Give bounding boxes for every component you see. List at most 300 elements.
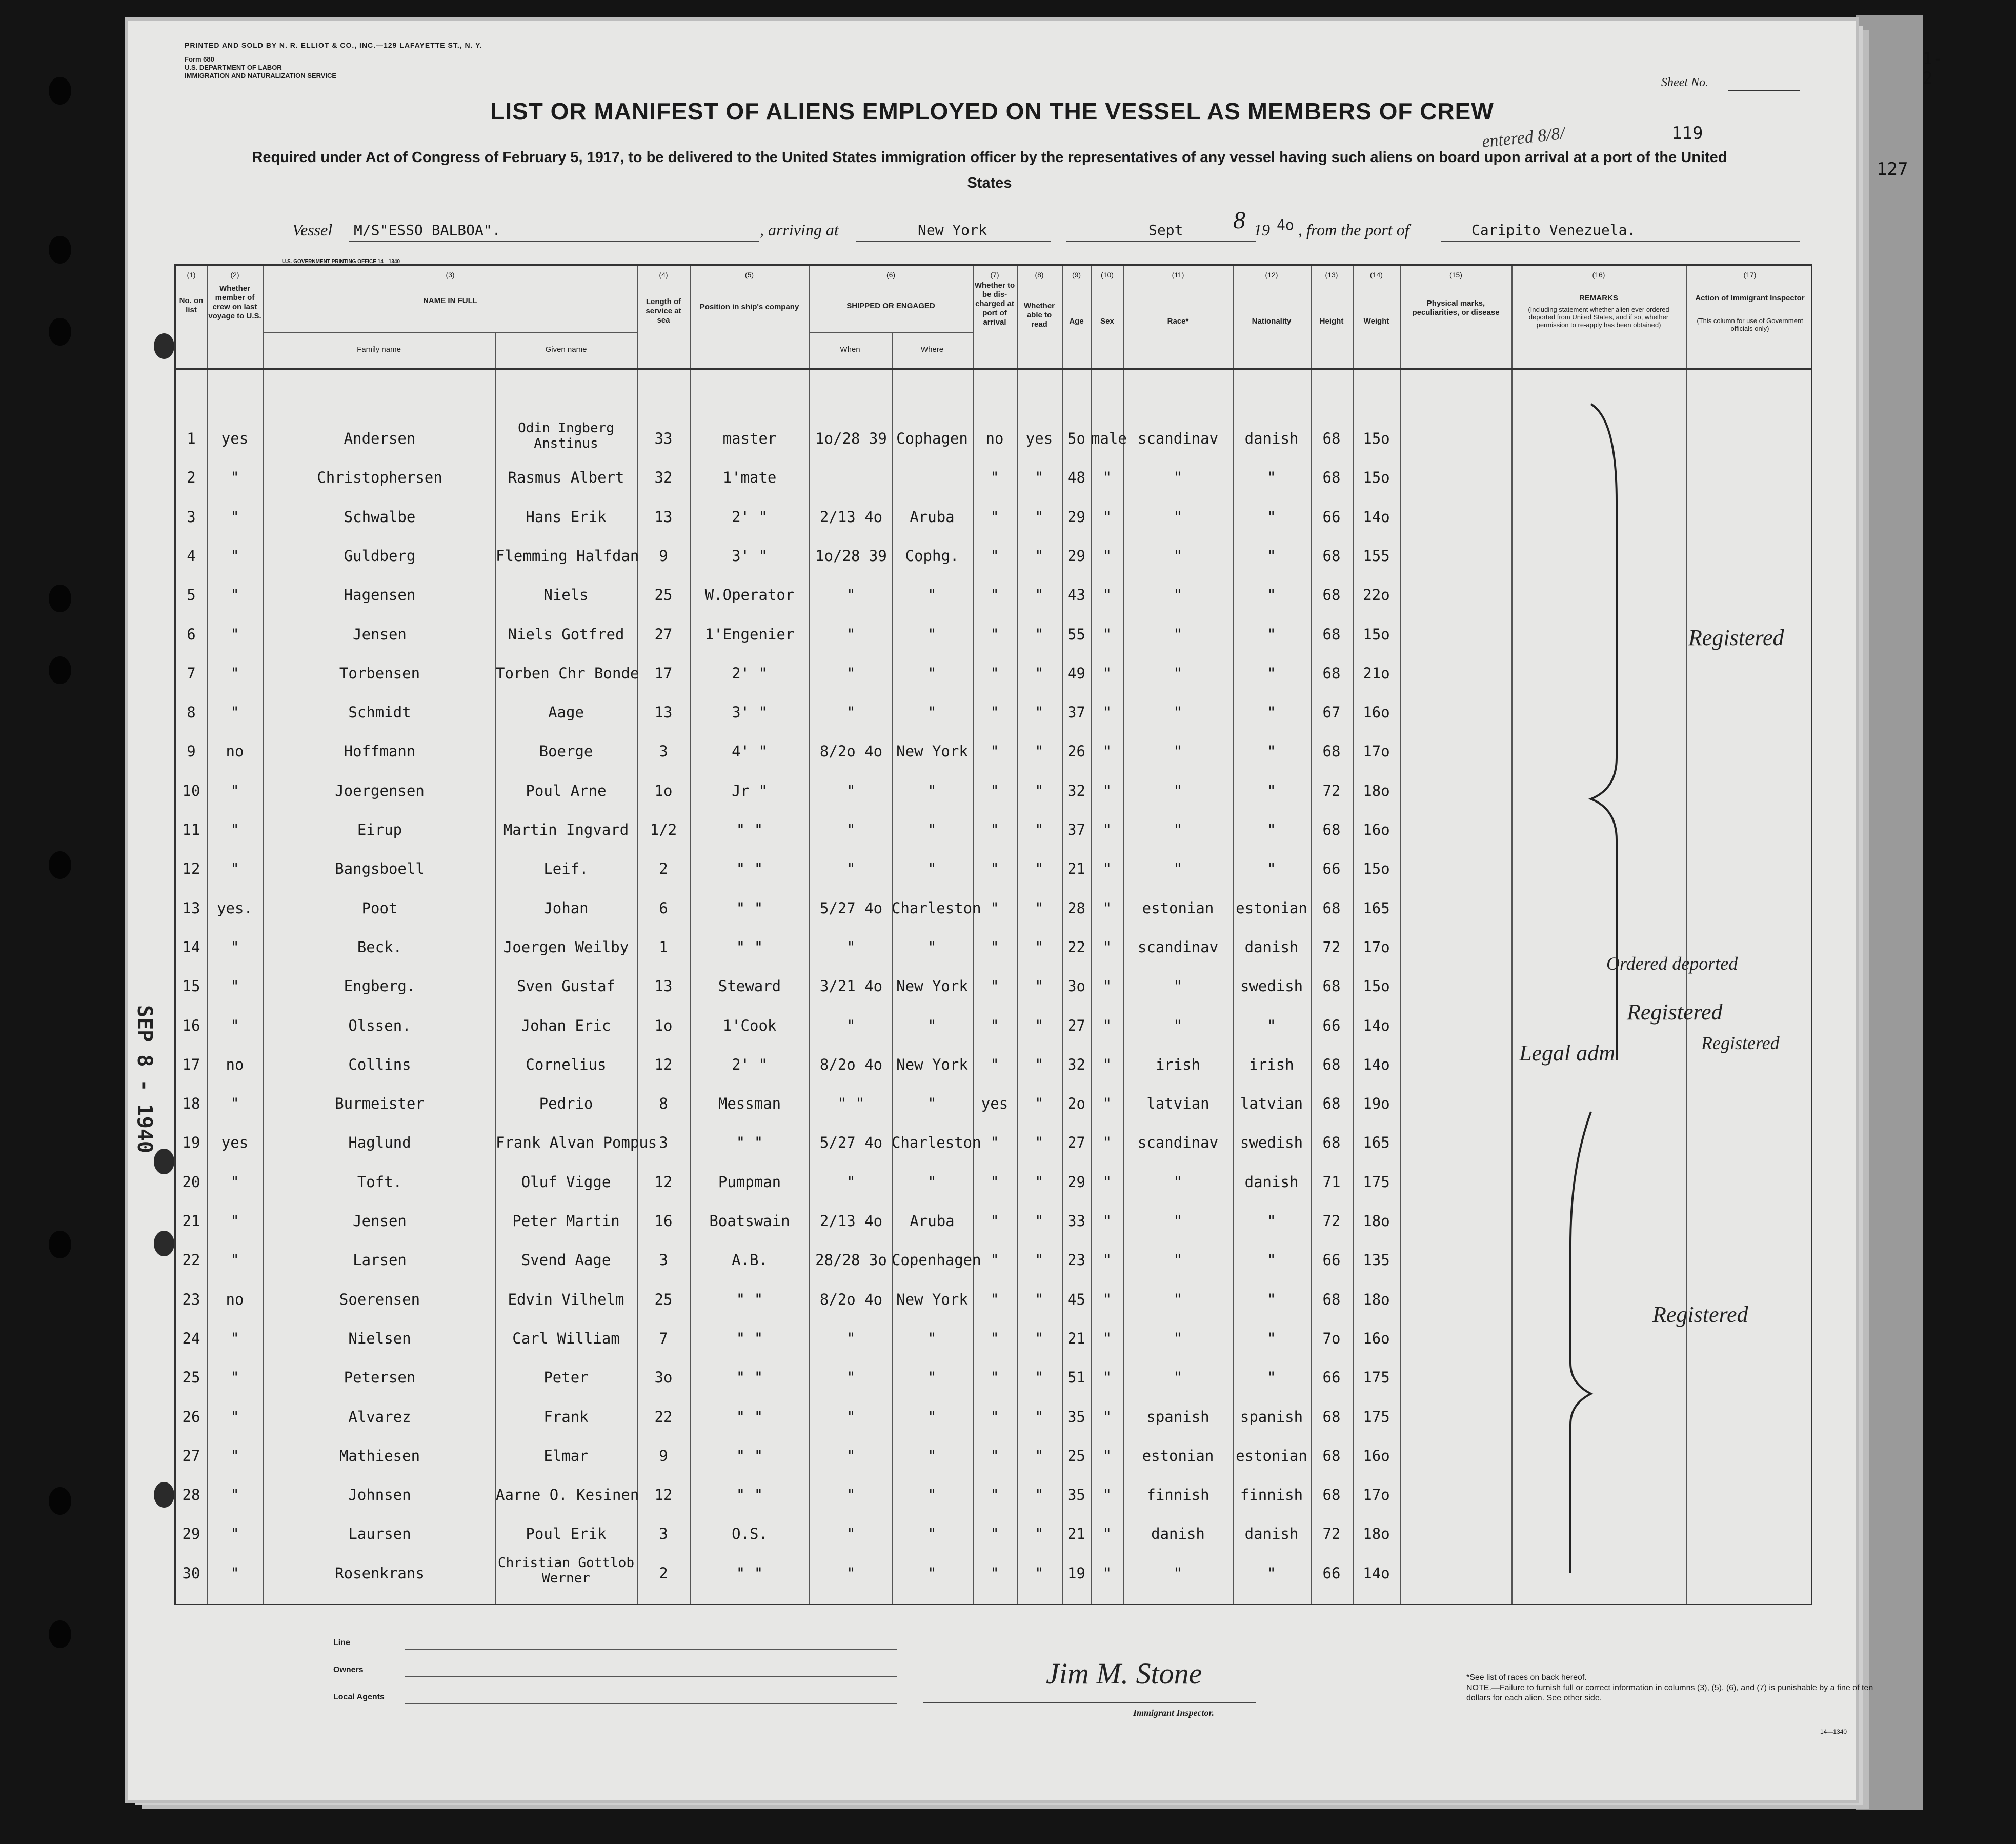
cell-family: Jensen	[353, 625, 407, 643]
colnum-11: (11)	[1172, 271, 1184, 279]
cell-race: danish	[1151, 1525, 1205, 1543]
cell-family: Schwalbe	[344, 508, 416, 526]
cell-race: "	[1173, 547, 1183, 565]
cell-member: yes	[221, 1134, 249, 1152]
cell-height: 68	[1322, 430, 1341, 447]
cell-where: "	[928, 664, 937, 682]
cell-given: Rasmus Albert	[508, 469, 624, 487]
cell-disch: "	[990, 508, 999, 526]
page-subtitle: Required under Act of Congress of February 5, 1917, to be delivered to the United States immigration officer by the representatives of any vessel having such aliens on board upon arrival at a port of the United States	[252, 149, 1727, 191]
form-number-footer: 14—1340	[1820, 1728, 1847, 1735]
cell-height: 68	[1322, 1486, 1341, 1504]
footer-note	[1466, 1673, 1887, 1703]
cell-read: "	[1035, 664, 1044, 682]
cell-family: Laursen	[348, 1525, 411, 1543]
cell-height: 68	[1322, 1134, 1341, 1152]
cell-sex: "	[1102, 1173, 1112, 1191]
cell-weight: 16o	[1363, 704, 1390, 721]
cell-nat: "	[1267, 547, 1276, 565]
cell-position: " "	[736, 1369, 763, 1387]
cell-when: "	[846, 1447, 856, 1465]
cell-age: 25	[1067, 1447, 1085, 1465]
colnum-9: (9)	[1072, 271, 1081, 279]
cell-age: 45	[1067, 1290, 1085, 1308]
cell-no: 21	[182, 1212, 200, 1230]
cell-height: 72	[1322, 1525, 1341, 1543]
cell-given: Edvin Vilhelm	[508, 1290, 624, 1308]
cell-height: 66	[1322, 1564, 1341, 1582]
cell-member: no	[226, 1290, 244, 1308]
cell-read: "	[1035, 1016, 1044, 1034]
cell-sex: "	[1102, 938, 1112, 956]
note-races: *See list of races on back hereof.	[1466, 1673, 1587, 1682]
cell-no: 26	[182, 1408, 200, 1426]
cell-family: Petersen	[344, 1369, 416, 1387]
cell-height: 7o	[1322, 1329, 1341, 1347]
cell-service: 13	[654, 977, 673, 995]
cell-given: Pedrio	[539, 1095, 593, 1113]
cell-where: "	[928, 1095, 937, 1113]
cell-no: 29	[182, 1525, 200, 1543]
cell-service: 1o	[654, 1016, 673, 1034]
cell-when: "	[846, 1329, 856, 1347]
cell-race: irish	[1155, 1055, 1201, 1073]
cell-when: "	[846, 1525, 856, 1543]
cell-no: 13	[182, 899, 200, 917]
cell-given: Torben Chr Bonde	[496, 664, 639, 682]
cell-sex: "	[1102, 1290, 1112, 1308]
cell-read: "	[1035, 743, 1044, 760]
cell-read: "	[1035, 899, 1044, 917]
cell-member: "	[230, 977, 239, 995]
colnum-4: (4)	[659, 271, 668, 279]
cell-weight: 14o	[1363, 1564, 1390, 1582]
cell-position: " "	[736, 1447, 763, 1465]
cell-where: "	[928, 1173, 937, 1191]
arriving-port: New York	[918, 222, 987, 238]
cell-race: estonian	[1142, 899, 1214, 917]
cell-given: Poul Arne	[526, 781, 607, 799]
cell-age: 23	[1067, 1251, 1085, 1269]
cell-no: 16	[182, 1016, 200, 1034]
cell-disch: "	[990, 977, 999, 995]
cell-sex: "	[1102, 625, 1112, 643]
binder-hole	[49, 1231, 71, 1258]
cell-nat: "	[1267, 664, 1276, 682]
cell-sex: "	[1102, 1134, 1112, 1152]
cell-height: 72	[1322, 781, 1341, 799]
cell-service: 1/2	[650, 821, 677, 838]
cell-read: "	[1035, 1369, 1044, 1387]
cell-read: "	[1035, 1095, 1044, 1113]
cell-position: 1'mate	[722, 469, 777, 487]
cell-race: "	[1173, 743, 1183, 760]
cell-no: 11	[182, 821, 200, 838]
cell-no: 14	[182, 938, 200, 956]
cell-age: 19	[1067, 1564, 1085, 1582]
cell-no: 18	[182, 1095, 200, 1113]
punch-hole	[154, 1482, 174, 1508]
cell-family: Burmeister	[335, 1095, 425, 1113]
hdr-service: Length of service at sea	[646, 297, 681, 325]
cell-member: "	[230, 469, 239, 487]
hdr-name: NAME IN FULL	[423, 296, 477, 305]
cell-nat: danish	[1244, 1525, 1299, 1543]
cell-family: Poot	[361, 899, 398, 917]
cell-weight: 21o	[1363, 664, 1390, 682]
cell-nat: "	[1267, 1212, 1276, 1230]
vessel-name: M/S"ESSO BALBOA".	[354, 222, 501, 238]
crew-table	[174, 264, 1812, 1605]
cell-given: Flemming Halfdan	[496, 547, 639, 565]
cell-position: " "	[736, 1134, 763, 1152]
cell-family: Engberg.	[344, 977, 416, 995]
cell-family: Torbensen	[339, 664, 420, 682]
cell-disch: "	[990, 469, 999, 487]
cell-nat: "	[1267, 469, 1276, 487]
cell-position: Messman	[718, 1095, 781, 1113]
cell-age: 5o	[1067, 430, 1085, 447]
cell-height: 68	[1322, 1290, 1341, 1308]
cell-age: 2o	[1067, 1095, 1085, 1113]
cell-age: 32	[1067, 1055, 1085, 1073]
manifest-page	[128, 21, 1943, 1800]
cell-sex: "	[1102, 1016, 1112, 1034]
cell-given: Joergen Weilby	[503, 938, 629, 956]
cell-where: New York	[896, 1055, 968, 1073]
cell-disch: "	[990, 1447, 999, 1465]
cell-when: "	[846, 781, 856, 799]
cell-nat: "	[1267, 1369, 1276, 1387]
cell-age: 37	[1067, 821, 1085, 838]
hdr-family: Family name	[357, 345, 401, 354]
cell-race: "	[1173, 860, 1183, 878]
cell-position: W.Operator	[704, 586, 795, 604]
cell-height: 67	[1322, 704, 1341, 721]
cell-given: Carl William	[512, 1329, 620, 1347]
cell-no: 19	[182, 1134, 200, 1152]
cell-race: "	[1173, 586, 1183, 604]
cell-service: 25	[654, 586, 673, 604]
cell-race: "	[1173, 1369, 1183, 1387]
cell-where: "	[928, 781, 937, 799]
date-stamp: SEP 8 - 1940	[133, 1005, 156, 1153]
cell-service: 3	[659, 1525, 668, 1543]
cell-age: 27	[1067, 1016, 1085, 1034]
cell-weight: 14o	[1363, 1016, 1390, 1034]
cell-age: 28	[1067, 899, 1085, 917]
cell-race: "	[1173, 821, 1183, 838]
cell-when: "	[846, 664, 856, 682]
hdr-given: Given name	[545, 345, 587, 354]
cell-age: 55	[1067, 625, 1085, 643]
cell-read: "	[1035, 781, 1044, 799]
colnum-5: (5)	[744, 271, 754, 279]
cell-when: 1o/28 39	[815, 547, 887, 565]
cell-height: 68	[1322, 743, 1341, 760]
cell-member: yes.	[217, 899, 253, 917]
cell-height: 72	[1322, 1212, 1341, 1230]
cell-read: "	[1035, 1212, 1044, 1230]
cell-family: Johnsen	[348, 1486, 411, 1504]
cell-disch: "	[990, 860, 999, 878]
cell-nat: "	[1267, 625, 1276, 643]
cell-age: 32	[1067, 781, 1085, 799]
hdr-when: When	[840, 345, 860, 354]
cell-position: A.B.	[732, 1251, 768, 1269]
remark-registered-2: Registered	[1627, 999, 1723, 1025]
cell-age: 35	[1067, 1486, 1085, 1504]
cell-given: Leif.	[543, 860, 589, 878]
cell-family: Rosenkrans	[335, 1564, 425, 1582]
from-port: Caripito Venezuela.	[1471, 222, 1636, 238]
cell-member: no	[226, 743, 244, 760]
hdr-read: Whether able to read	[1024, 302, 1055, 329]
cell-family: Collins	[348, 1055, 411, 1073]
cell-race: "	[1173, 469, 1183, 487]
colnum-15: (15)	[1449, 271, 1462, 279]
cell-read: "	[1035, 1486, 1044, 1504]
cell-no: 22	[182, 1251, 200, 1269]
cell-read: "	[1035, 938, 1044, 956]
cell-sex: "	[1102, 1408, 1112, 1426]
cell-nat: danish	[1244, 938, 1299, 956]
cell-read: "	[1035, 1329, 1044, 1347]
cell-read: "	[1035, 704, 1044, 721]
cell-service: 3	[659, 1251, 668, 1269]
cell-service: 17	[654, 664, 673, 682]
cell-position: 4' "	[732, 743, 768, 760]
cell-sex: "	[1102, 1212, 1112, 1230]
cell-sex: "	[1102, 1447, 1112, 1465]
remark-registered-1: Registered	[1688, 625, 1784, 650]
cell-disch: "	[990, 1134, 999, 1152]
cell-when: "	[846, 821, 856, 838]
cell-position: " "	[736, 1408, 763, 1426]
cell-disch: "	[990, 547, 999, 565]
binder-hole	[49, 1620, 71, 1648]
cell-sex: "	[1102, 586, 1112, 604]
cell-race: "	[1173, 1329, 1183, 1347]
cell-when: "	[846, 1173, 856, 1191]
service: IMMIGRATION AND NATURALIZATION SERVICE	[185, 72, 337, 79]
cell-disch: "	[990, 664, 999, 682]
cell-no: 1	[187, 430, 196, 447]
cell-age: 48	[1067, 469, 1085, 487]
colnum-8: (8)	[1035, 271, 1044, 279]
agents-label: Local Agents	[333, 1693, 385, 1701]
colnum-17: (17)	[1743, 271, 1757, 279]
cell-disch: "	[990, 1329, 999, 1347]
cell-disch: "	[990, 1369, 999, 1387]
cell-service: 9	[659, 547, 668, 565]
cell-given: Aage	[548, 704, 584, 721]
cell-position: " "	[736, 1290, 763, 1308]
cell-service: 12	[654, 1486, 673, 1504]
cell-member: "	[230, 586, 239, 604]
cell-family: Toft.	[357, 1173, 402, 1191]
cell-no: 15	[182, 977, 200, 995]
cell-position: " "	[736, 1486, 763, 1504]
cell-given: Oluf Vigge	[521, 1173, 611, 1191]
cell-nat: "	[1267, 1290, 1276, 1308]
cell-race: "	[1173, 1251, 1183, 1269]
cell-sex: "	[1102, 781, 1112, 799]
cell-weight: 16o	[1363, 821, 1390, 838]
cell-position: 1'Engenier	[704, 625, 795, 643]
cell-member: "	[230, 821, 239, 838]
cell-age: 22	[1067, 938, 1085, 956]
cell-nat: danish	[1244, 1173, 1299, 1191]
cell-given: Odin Ingberg Anstinus	[518, 420, 614, 451]
cell-family: Mathiesen	[339, 1447, 420, 1465]
cell-no: 20	[182, 1173, 200, 1191]
cell-read: "	[1035, 1055, 1044, 1073]
cell-no: 9	[187, 743, 196, 760]
cell-given: Christian Gottlob Werner	[497, 1555, 635, 1586]
binder-hole	[49, 851, 71, 879]
inspector-label: Immigrant Inspector.	[1133, 1708, 1215, 1718]
cell-when: "	[846, 860, 856, 878]
cell-family: Schmidt	[348, 704, 411, 721]
cell-family: Jensen	[353, 1212, 407, 1230]
cell-service: 1	[659, 938, 668, 956]
cell-height: 66	[1322, 860, 1341, 878]
cell-weight: 165	[1363, 1134, 1390, 1152]
remarks-bracket	[1514, 399, 1688, 1578]
cell-when: 8/2o 4o	[819, 1055, 883, 1073]
remark-legal-adm: Legal adm	[1519, 1040, 1615, 1066]
cell-height: 72	[1322, 938, 1341, 956]
cell-race: "	[1173, 704, 1183, 721]
cell-race: "	[1173, 508, 1183, 526]
cell-height: 68	[1322, 899, 1341, 917]
binder-hole	[49, 318, 71, 346]
cell-disch: "	[990, 821, 999, 838]
cell-position: " "	[736, 1564, 763, 1582]
cell-where: "	[928, 1564, 937, 1582]
cell-given: Aarne O. Kesinen	[496, 1486, 639, 1504]
cell-weight: 14o	[1363, 508, 1390, 526]
binder-hole	[49, 77, 71, 105]
cell-height: 68	[1322, 1447, 1341, 1465]
cell-weight: 22o	[1363, 586, 1390, 604]
cell-disch: "	[990, 1486, 999, 1504]
cell-when: " "	[837, 1095, 865, 1113]
hdr-member: Whether member of crew on last voyage to U.S.	[208, 284, 261, 320]
cell-race: "	[1173, 781, 1183, 799]
cell-where: "	[928, 1525, 937, 1543]
colnum-10: (10)	[1101, 271, 1114, 279]
cell-member: "	[230, 860, 239, 878]
cell-age: 26	[1067, 743, 1085, 760]
cell-member: "	[230, 625, 239, 643]
vessel-label: Vessel	[292, 221, 333, 239]
binder-hole	[49, 656, 71, 684]
cell-given: Niels	[543, 586, 589, 604]
cell-weight: 17o	[1363, 743, 1390, 760]
cell-member: "	[230, 508, 239, 526]
cell-nat: "	[1267, 704, 1276, 721]
department: U.S. DEPARTMENT OF LABOR	[185, 64, 282, 71]
cell-disch: "	[990, 781, 999, 799]
arrival-month: Sept	[1148, 222, 1183, 238]
cell-position: 2' "	[732, 1055, 768, 1073]
cell-where: Cophagen	[896, 430, 968, 447]
cell-age: 27	[1067, 1134, 1085, 1152]
cell-sex: "	[1102, 743, 1112, 760]
cell-sex: "	[1102, 547, 1112, 565]
cell-service: 13	[654, 704, 673, 721]
binder-hole	[49, 585, 71, 612]
cell-member: "	[230, 1486, 239, 1504]
cell-no: 23	[182, 1290, 200, 1308]
cell-read: "	[1035, 821, 1044, 838]
cell-age: 21	[1067, 860, 1085, 878]
cell-given: Frank Alvan Pompus	[496, 1134, 657, 1152]
cell-where: "	[928, 1447, 937, 1465]
cell-disch: "	[990, 1290, 999, 1308]
cell-age: 37	[1067, 704, 1085, 721]
cell-sex: "	[1102, 1564, 1112, 1582]
cell-weight: 16o	[1363, 1447, 1390, 1465]
cell-no: 4	[187, 547, 196, 565]
cell-disch: "	[990, 1525, 999, 1543]
cell-position: 1'Cook	[722, 1016, 777, 1034]
cell-family: Nielsen	[348, 1329, 411, 1347]
owners-label: Owners	[333, 1666, 364, 1674]
cell-family: Christophersen	[317, 469, 442, 487]
hdr-where: Where	[920, 345, 944, 354]
cell-position: " "	[736, 938, 763, 956]
cell-member: "	[230, 1564, 239, 1582]
cell-where: "	[928, 1408, 937, 1426]
hdr-age: Age	[1069, 317, 1084, 326]
cell-disch: "	[990, 1564, 999, 1582]
cell-nat: "	[1267, 1329, 1276, 1347]
cell-where: "	[928, 1486, 937, 1504]
cell-member: "	[230, 1369, 239, 1387]
colnum-2: (2)	[230, 271, 239, 279]
cell-weight: 175	[1363, 1408, 1390, 1426]
colnum-1: (1)	[187, 271, 196, 279]
cell-sex: "	[1102, 1329, 1112, 1347]
cell-sex: "	[1102, 1095, 1112, 1113]
cell-weight: 15o	[1363, 469, 1390, 487]
cell-where: Charleston	[892, 1134, 981, 1152]
cell-age: 35	[1067, 1408, 1085, 1426]
punch-hole	[154, 1231, 174, 1256]
cell-weight: 18o	[1363, 1290, 1390, 1308]
cell-when: 28/28 3o	[815, 1251, 887, 1269]
cell-height: 68	[1322, 469, 1341, 487]
cell-service: 25	[654, 1290, 673, 1308]
cell-disch: "	[990, 1016, 999, 1034]
remark-ordered-deported: Ordered deported	[1606, 953, 1738, 974]
hdr-remarks-detail: (Including statement whether alien ever ordered deported from United States, and if so, whether permission to re-apply has been obtained)	[1528, 306, 1669, 329]
from-line	[1441, 241, 1800, 242]
cell-read: "	[1035, 1251, 1044, 1269]
arrival-day: 8	[1233, 207, 1245, 234]
cell-read: "	[1035, 508, 1044, 526]
cell-given: Martin Ingvard	[503, 821, 629, 838]
cell-race: "	[1173, 664, 1183, 682]
stamp-number: 119	[1671, 123, 1703, 144]
punch-hole	[154, 333, 174, 359]
cell-sex: "	[1102, 508, 1112, 526]
cell-race: estonian	[1142, 1447, 1214, 1465]
cell-no: 24	[182, 1329, 200, 1347]
